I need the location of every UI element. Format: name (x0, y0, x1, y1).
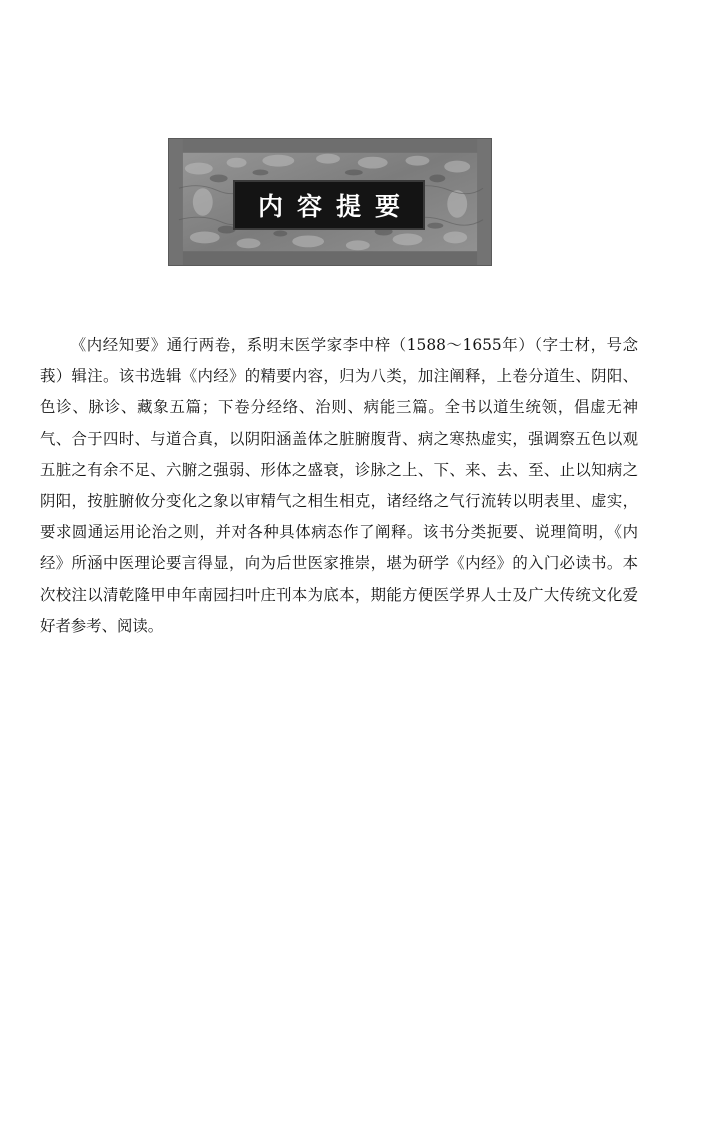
summary-paragraph: 《内经知要》通行两卷，系明末医学家李中梓（1588～1655年）（字士材，号念莪）辑注。该书选辑《内经》的精要内容，归为八类，加注阐释，上卷分道生、阴阳、色诊、脉诊、藏象五篇；下卷分经络、治则、病能三篇。全书以道生统领，倡虚无神气、合于四时、与道合真，以阴阳涵盖体之脏腑腹背、病之寒热虚实，强调察五色以观五脏之有余不足、六腑之强弱、形体之盛衰，诊脉之上、下、来、去、至、止以知病之阴阳，按脏腑攸分变化之象以审精气之相生相克，诸经络之气行流转以明表里、虚实，要求圆通运用论治之则，并对各种具体病态作了阐释。该书分类扼要、说理简明，《内经》所涵中医理论要言得显，向为后世医家推崇，堪为研学《内经》的入门必读书。本次校注以清乾隆甲申年南园扫叶庄刊本为底本，期能方便医学界人士及广大传统文化爱好者参考、阅读。 (40, 336, 638, 635)
banner-title-plate (235, 182, 423, 228)
summary-text (40, 330, 638, 642)
header-banner-image (168, 138, 492, 266)
banner-title: 内容提要 (257, 192, 414, 221)
